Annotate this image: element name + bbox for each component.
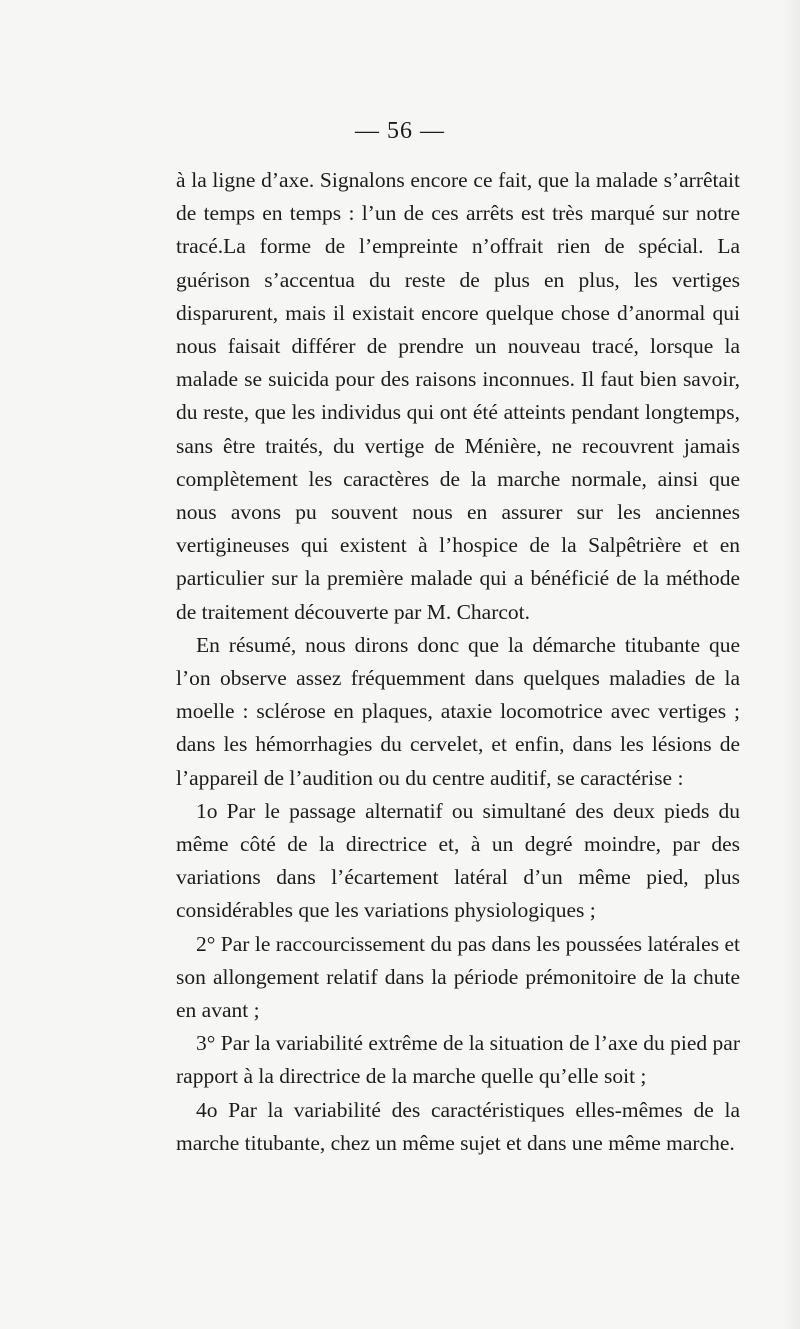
paragraph: à la ligne d’axe. Signalons encore ce fait, que la malade s’arrêtait de temps en temps : l’un de ces arrêts est très marqué sur notre tracé.La forme de l’empreinte n’offrait rien de spécial. La guérison s’accentua du reste de plus en plus, les vertiges disparurent, mais il existait encore quelque chose d’anormal qui nous faisait différer de prendre un nouveau tracé, lorsque la malade se suicida pour des raisons inconnues. Il faut bien savoir, du reste, que les individus qui ont été atteints pendant longtemps, sans être traités, du vertige de Ménière, ne recouvrent jamais complètement les caractères de la marche normale, ainsi que nous avons pu souvent nous en assurer sur les anciennes vertigineuses qui existent à l’hospice de la Salpêtrière et en particulier sur la première malade qui a bénéficié de la méthode de traitement découverte par M. Charcot. [176, 168, 740, 624]
paragraph: 4o Par la variabilité des caractéristiques elles-mêmes de la marche titubante, chez un même sujet et dans une même marche. [176, 1097, 740, 1155]
paragraph: En résumé, nous dirons donc que la démarche titubante que l’on observe assez fréquemment dans quelques maladies de la moelle : sclérose en plaques, ataxie locomotrice avec vertiges ; dans les hémorrhagies du cervelet, et enfin, dans les lésions de l’appareil de l’audition ou du centre auditif, se caractérise : [176, 632, 740, 790]
body-text [176, 164, 740, 1160]
paragraph: 1o Par le passage alternatif ou simultané des deux pieds du même côté de la directrice et, à un degré moindre, par des variations dans l’écartement latéral d’un même pied, plus considérables que les variations physiologiques ; [176, 798, 740, 923]
page-edge-shadow [784, 0, 800, 1329]
paragraph: 3° Par la variabilité extrême de la situation de l’axe du pied par rapport à la directrice de la marche quelle qu’elle soit ; [176, 1031, 740, 1089]
page-number: — 56 — [355, 118, 445, 144]
paragraph: 2° Par le raccourcissement du pas dans les poussées latérales et son allongement relatif dans la période prémonitoire de la chute en avant ; [176, 931, 740, 1023]
